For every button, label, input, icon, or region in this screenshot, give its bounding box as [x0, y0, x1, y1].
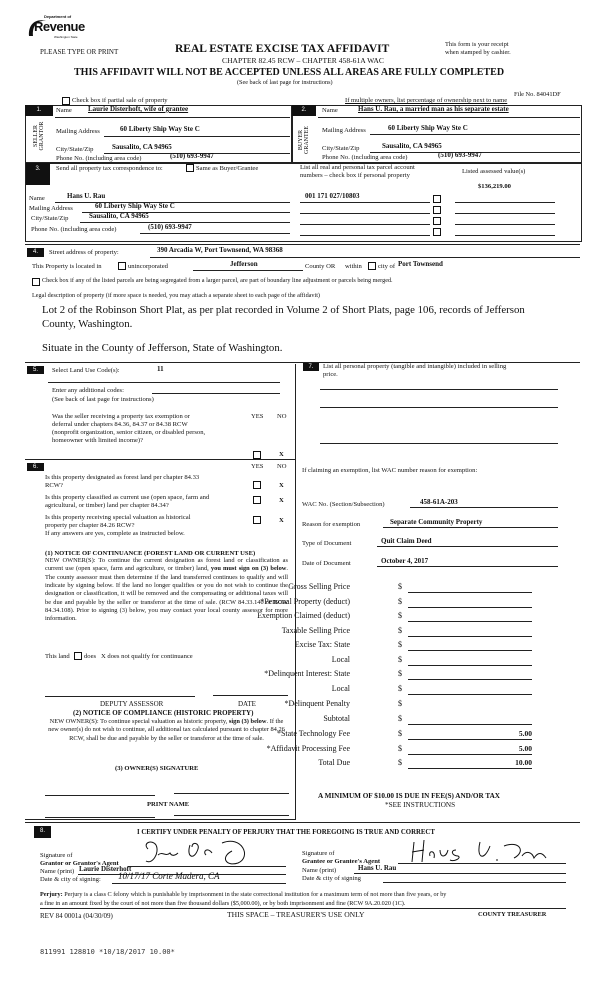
grantee-name[interactable]: Hans U. Rau — [358, 864, 397, 872]
buyer-name[interactable]: Hans U. Rau, a married man as his separate estate — [358, 105, 509, 113]
date-label: DATE — [238, 700, 256, 708]
personal-property-label-1: List all personal property (tangible and intangible) included in selling — [323, 363, 507, 370]
forest-no-answer[interactable]: X — [279, 482, 284, 489]
personal-property-label-2: price. — [323, 371, 338, 378]
additional-codes-label: Enter any additional codes: — [52, 387, 124, 394]
grantee-date-label: Date & city of signing — [302, 875, 361, 882]
no-header-5: NO — [277, 413, 287, 420]
dollar-sign: $ — [398, 669, 402, 678]
fee-value[interactable] — [408, 669, 532, 680]
fee-label: Total Due — [318, 758, 350, 767]
dollar-sign: $ — [398, 684, 402, 693]
grantor-sig-label-2: Grantor or Grantor's Agent — [40, 860, 119, 867]
notice-1-bold: you must sign on (3) below — [210, 565, 287, 573]
no-header-6: NO — [277, 463, 287, 470]
fee-label: *State Technology Fee — [276, 729, 350, 738]
street-label: Street address of property: — [49, 249, 119, 256]
personal-property-checkbox-4[interactable] — [433, 228, 441, 236]
cashier-stamp: 811991 128810 *10/18/2017 10.00* — [40, 948, 175, 956]
exemption-yes-checkbox[interactable] — [253, 451, 261, 459]
personal-property-checkbox-1[interactable] — [433, 195, 441, 203]
exemption-q-1: Was the seller receiving a property tax exemption or — [52, 413, 190, 420]
exemption-q-2: deferral under chapters 84.36, 84.37 or 84.38 RCW — [52, 421, 188, 428]
fee-value[interactable] — [408, 626, 532, 637]
divider — [25, 459, 295, 460]
perjury-line-1 — [40, 892, 446, 899]
grantee-name-line — [354, 873, 566, 874]
county-line — [193, 270, 303, 271]
grantee-date-line[interactable] — [383, 882, 566, 883]
land-use-label: Select Land Use Code(s): — [52, 367, 120, 374]
file-no: File No. 84041DF — [514, 91, 561, 98]
document-date[interactable]: October 4, 2017 — [381, 557, 429, 565]
parcel-line-3 — [300, 224, 430, 225]
buyer-grantee-label — [298, 121, 310, 159]
see-instructions: *SEE INSTRUCTIONS — [385, 801, 456, 809]
dollar-sign: $ — [398, 729, 402, 738]
multiple-owners-note: If multiple owners, list percentage of ownership next to name — [345, 97, 508, 104]
legal-label: Legal description of property (if more space is needed, you may attach a separate sheet to each page of the affidavit) — [32, 292, 320, 299]
owner-signature-line-2[interactable] — [174, 793, 289, 794]
seller-name-label: Name — [56, 107, 72, 114]
personal-property-checkbox-3[interactable] — [433, 217, 441, 225]
if-yes-note: If any answers are yes, complete as instructed below. — [45, 530, 185, 537]
parcel-line-2 — [300, 213, 430, 214]
legal-description-3[interactable]: Situate in the County of Jefferson, State of Washington. — [42, 342, 283, 354]
current-use-q-1: Is this property classified as current use (open space, farm and — [45, 494, 210, 501]
does-qualify-checkbox[interactable] — [74, 652, 82, 660]
personal-property-line-3[interactable] — [320, 443, 558, 444]
legal-description-2[interactable]: County, Washington. — [42, 318, 133, 330]
fee-value[interactable] — [408, 684, 532, 695]
doc-type-line — [377, 546, 558, 547]
unincorporated-label: unincorporated — [128, 263, 168, 270]
dollar-sign: $ — [398, 582, 402, 591]
historic-yes-checkbox[interactable] — [253, 516, 261, 524]
current-use-no-answer[interactable]: X — [279, 497, 284, 504]
buyer-mail[interactable]: 60 Liberty Ship Way Ste C — [388, 124, 468, 132]
partial-sale-checkbox[interactable] — [62, 97, 70, 105]
notice-1-title: (1) NOTICE OF CONTINUANCE (FOREST LAND OR CURRENT USE) — [45, 550, 256, 557]
dollar-sign: $ — [398, 597, 402, 606]
personal-property-line-2[interactable] — [320, 407, 558, 408]
buyer-phone[interactable]: (510) 693-9947 — [438, 151, 482, 159]
fee-value[interactable] — [408, 597, 532, 608]
located-label: This Property is located in — [32, 263, 102, 270]
grantee-name-label: Name (print) — [302, 867, 337, 874]
notice-2-title: (2) NOTICE OF COMPLIANCE (HISTORIC PROPERTY) — [73, 709, 254, 717]
street-line — [150, 257, 580, 258]
buyer-name-label: Name — [322, 107, 338, 114]
historic-q-1: Is this property receiving special valuation as historical — [45, 514, 191, 521]
seller-label: SELLER — [33, 125, 39, 147]
notice-2-bold: sign (3) below — [228, 718, 267, 725]
chapter-line: CHAPTER 82.45 RCW – CHAPTER 458-61A WAC — [222, 56, 384, 65]
minimum-note: A MINIMUM OF $10.00 IS DUE IN FEE(S) AND/OR TAX — [318, 792, 500, 800]
perjury-text-1: Perjury is a class C felony which is punishable by imprisonment in the state correctional institution for a maximum term of not more than five years, or by — [62, 891, 447, 898]
receipt-note-2: when stamped by cashier. — [445, 49, 511, 56]
unincorporated-checkbox[interactable] — [118, 262, 126, 270]
deputy-assessor-line[interactable] — [45, 696, 195, 697]
certify-line: I CERTIFY UNDER PENALTY OF PERJURY THAT THE FOREGOING IS TRUE AND CORRECT — [137, 829, 435, 836]
fee-value[interactable] — [408, 640, 532, 651]
section-4-number: 4. — [27, 248, 44, 257]
doc-date-line — [377, 566, 558, 567]
rev-number: REV 84 0001a (04/30/09) — [40, 912, 113, 920]
grantor-name-label: Name (print) — [40, 868, 75, 875]
fee-label: Exemption Claimed (deduct) — [257, 611, 350, 620]
print-name-line-1[interactable] — [45, 817, 155, 818]
dollar-sign: $ — [398, 626, 402, 635]
grantor-name[interactable]: Laurie Disterhoft — [79, 865, 132, 873]
section-6-number: 6. — [27, 463, 44, 471]
logo-dept: Department of — [44, 14, 72, 19]
please-type: PLEASE TYPE OR PRINT — [40, 48, 119, 56]
owner-signature-label: (3) OWNER(S) SIGNATURE — [115, 765, 199, 772]
dollar-sign: $ — [398, 640, 402, 649]
fee-value[interactable]: 5.00 — [408, 744, 532, 755]
fee-label: Taxable Selling Price — [281, 626, 350, 635]
grantor-label: GRANTOR — [39, 121, 45, 151]
additional-codes-line[interactable] — [152, 393, 280, 394]
notice-1-text-a: NEW OWNER(S): To continue the current designation as forest land or classification as current use (open space, farm and agriculture, or timber) land, — [45, 557, 288, 573]
divider — [40, 908, 566, 909]
assessed-value-label: Listed assessed value(s) — [462, 168, 526, 175]
dollar-sign: $ — [398, 655, 402, 664]
exemption-q-4: homeowner with limited income)? — [52, 437, 144, 444]
corr-phone-label: Phone No. (including area code) — [31, 226, 117, 233]
fee-label: Local — [331, 684, 350, 693]
reason-label: Reason for exemption — [302, 521, 361, 528]
fee-label: *Personal Property (deduct) — [260, 597, 350, 606]
yes-header-6: YES — [251, 463, 264, 470]
grantor-signature — [142, 837, 272, 869]
reason-line — [383, 527, 558, 528]
historic-no-answer[interactable]: X — [279, 517, 284, 524]
fee-value[interactable]: 10.00 — [408, 758, 532, 769]
corr-city-label: City/State/Zip — [31, 215, 69, 222]
assessed-value[interactable]: $136,219.00 — [478, 183, 511, 190]
exemption-no-answer[interactable]: X — [279, 451, 284, 458]
fee-value[interactable] — [408, 655, 532, 666]
corr-phone[interactable]: (510) 693-9947 — [148, 223, 192, 231]
value-line-1 — [455, 202, 555, 203]
buyer-phone-label: Phone No. (including area code) — [322, 154, 408, 161]
fee-label: Gross Selling Price — [288, 582, 350, 591]
wac-number[interactable]: 458-61A-203 — [420, 498, 458, 506]
section-8-number: 8. — [34, 826, 51, 838]
divider — [55, 117, 290, 118]
land-use-code[interactable]: 11 — [157, 365, 164, 373]
parcel-number[interactable]: 001 171 027/10803 — [305, 192, 360, 200]
corr-city[interactable]: Sausalito, CA 94965 — [89, 212, 149, 220]
grantee-sig-label-1: Signature of — [302, 850, 335, 857]
current-use-yes-checkbox[interactable] — [253, 496, 261, 504]
seller-city-label: City/State/Zip — [56, 146, 94, 153]
yes-header-5: YES — [251, 413, 264, 420]
buyer-mail-label: Mailing Address — [322, 127, 366, 134]
fee-label: *Affidavit Processing Fee — [266, 744, 350, 753]
seller-mail-line — [104, 136, 290, 137]
county-treasurer: COUNTY TREASURER — [478, 911, 547, 918]
land-use-line — [48, 382, 280, 383]
divider — [25, 244, 580, 245]
fee-label: Subtotal — [323, 714, 350, 723]
wac-line — [410, 507, 558, 508]
seller-mail[interactable]: 60 Liberty Ship Way Ste C — [120, 125, 200, 133]
receipt-note-1: This form is your receipt — [445, 41, 509, 48]
warning-line: THIS AFFIDAVIT WILL NOT BE ACCEPTED UNLESS ALL AREAS ARE FULLY COMPLETED — [74, 67, 505, 78]
exemption-q-3: (nonprofit organization, senior citizen, or disabled person, — [52, 429, 206, 436]
forest-yes-checkbox[interactable] — [253, 481, 261, 489]
seller-name[interactable]: Laurie Disterhoft, wife of grantee — [88, 105, 189, 113]
does-not-qualify[interactable]: X does not qualify for continuance — [101, 653, 193, 660]
dollar-sign: $ — [398, 611, 402, 620]
forest-q-1: Is this property designated as forest land per chapter 84.33 — [45, 474, 200, 481]
corr-name[interactable]: Hans U. Rau — [67, 192, 106, 200]
within-label: within — [345, 263, 362, 270]
corr-phone-line — [140, 233, 290, 234]
grantor-date-label: Date & city of signing: — [40, 876, 101, 883]
seller-grantor-label — [33, 117, 45, 155]
wac-label: WAC No. (Section/Subsection) — [302, 501, 385, 508]
fee-value[interactable] — [408, 714, 532, 725]
print-name-line-2[interactable] — [174, 815, 289, 816]
value-line-3 — [455, 224, 555, 225]
perjury-line-2: a fine in an amount fixed by the court of not more than five thousand dollars ($5,000.00), or by both imprisonment and fine (RCW 9A.20.020 (1C). — [40, 900, 406, 907]
see-back: (See back of last page for instructions) — [237, 79, 333, 86]
segregated-checkbox[interactable] — [32, 278, 40, 286]
grantor-date-city[interactable]: 10/17/17 Corte Madera, CA — [118, 871, 220, 881]
grantee-label: GRANTEE — [304, 126, 310, 154]
notice-2-text — [45, 718, 288, 743]
section-3-number: 3. — [26, 163, 50, 185]
legal-description-1[interactable]: Lot 2 of the Robinson Short Plat, as per plat recorded in Volume 2 of Short Plats, page 106, records of Jefferson — [42, 304, 525, 316]
seller-mail-label: Mailing Address — [56, 128, 100, 135]
logo-state: Washington State — [54, 35, 78, 39]
notice-2-text-a: NEW OWNER(S): To continue special valuation as historic property, — [49, 718, 228, 725]
same-as-buyer-label: Same as Buyer/Grantee — [196, 165, 259, 172]
seller-phone[interactable]: (510) 693-9947 — [170, 152, 214, 160]
personal-property-line-1[interactable] — [320, 389, 558, 390]
corr-mail[interactable]: 60 Liberty Ship Way Ste C — [95, 202, 175, 210]
form-title: REAL ESTATE EXCISE TAX AFFIDAVIT — [175, 43, 390, 55]
city-checkbox[interactable] — [368, 262, 376, 270]
grantee-signature — [410, 836, 550, 864]
buyer-label: BUYER — [298, 129, 304, 151]
dollar-sign: $ — [398, 714, 402, 723]
section-7-number: 7. — [303, 363, 319, 371]
county-or-label: County OR — [305, 263, 336, 270]
grantor-date-line — [112, 883, 286, 884]
city[interactable]: Port Townsend — [398, 260, 443, 268]
section-5-number: 5. — [27, 366, 44, 374]
parcel-label-1: List all real and personal tax parcel account — [300, 164, 415, 171]
fee-label: *Delinquent Interest: State — [264, 669, 350, 678]
grantee-sig-label-2: Grantee or Grantee's Agent — [302, 858, 381, 865]
assessor-date-line[interactable] — [213, 695, 288, 696]
doc-type-label: Type of Document — [302, 540, 352, 547]
parcel-line-1 — [300, 202, 430, 203]
forest-q-2: RCW? — [45, 482, 63, 489]
correspondence-label: Send all property tax correspondence to: — [56, 165, 163, 172]
print-name-label: PRINT NAME — [147, 801, 190, 808]
this-land-label: This land — [45, 653, 70, 660]
perjury-label: Perjury: — [40, 891, 63, 898]
does-label: does — [84, 653, 97, 660]
notice-1-text-b: . The county assessor must then determine if the land transferred continues to qualify and will indicate by signing below. If the land no longer qualifies or you do not wish to continue the designation or classification, it will be removed and the compensating or additional taxes will be due and payable by the seller or transferor at the time of sale. (RCW 84.33.140 or RCW 84.34.108). Prior to signing (3) below, you may contact your local county assessor for more information. — [45, 565, 288, 623]
seller-city[interactable]: Sausalito, CA 94965 — [112, 143, 172, 151]
exemption-label: If claiming an exemption, list WAC number reason for exemption: — [302, 467, 478, 474]
current-use-q-2: agricultural, or timber) land per chapter 84.34? — [45, 502, 169, 509]
partial-sale-label: Check box if partial sale of property — [72, 97, 168, 104]
fee-label: Excise Tax: State — [294, 640, 350, 649]
logo-name: Revenue — [34, 19, 85, 34]
fee-value[interactable] — [408, 699, 532, 709]
divider — [318, 117, 580, 118]
section-1-number: 1. — [25, 105, 53, 116]
buyer-city-label: City/State/Zip — [322, 145, 360, 152]
buyer-city[interactable]: Sausalito, CA 94965 — [382, 142, 442, 150]
grantor-sig-label-1: Signature of — [40, 852, 73, 859]
segregated-label: Check box if any of the listed parcels are being segregated from a larger parcel, are part of boundary line adjustment or parcels being merged. — [42, 277, 393, 284]
divider — [25, 822, 580, 823]
parcel-label-2: numbers – check box if personal property — [300, 172, 410, 179]
exemption-reason[interactable]: Separate Community Property — [390, 518, 483, 526]
dor-logo — [26, 12, 86, 46]
personal-property-checkbox-2[interactable] — [433, 206, 441, 214]
buyer-mail-line — [370, 134, 580, 135]
corr-name-label: Name — [29, 195, 45, 202]
dollar-sign: $ — [398, 699, 402, 708]
owner-signature-line-1[interactable] — [45, 795, 155, 796]
notice-2-text-b: . If the new owner(s) do not wish to continue, all additional tax calculated pursuant to chapter 84.26 RCW, shall be due and payable by the seller or transferor at the time of sale. — [48, 718, 285, 742]
value-line-2 — [455, 213, 555, 214]
notice-1-text — [45, 557, 288, 624]
document-type[interactable]: Quit Claim Deed — [381, 537, 432, 545]
deputy-assessor-label: DEPUTY ASSESSOR — [100, 700, 164, 708]
fee-label: Local — [331, 655, 350, 664]
fee-value[interactable] — [408, 611, 532, 622]
fee-label: *Delinquent Penalty — [284, 699, 350, 708]
parcel-line-4 — [300, 235, 430, 236]
section-2-number: 2. — [292, 105, 316, 116]
corr-mail-label: Mailing Address — [29, 205, 73, 212]
value-line-4 — [455, 235, 555, 236]
same-as-buyer-checkbox[interactable] — [186, 164, 194, 172]
historic-q-2: property per chapter 84.26 RCW? — [45, 522, 135, 529]
dollar-sign: $ — [398, 744, 402, 753]
seller-phone-label: Phone No. (including area code) — [56, 155, 142, 162]
city-of-label: city of — [378, 263, 396, 270]
treasurer-space: THIS SPACE – TREASURER'S USE ONLY — [227, 910, 365, 919]
dollar-sign: $ — [398, 758, 402, 767]
fee-value[interactable] — [408, 582, 532, 593]
county[interactable]: Jefferson — [230, 260, 258, 268]
doc-date-label: Date of Document — [302, 560, 351, 567]
fee-value[interactable]: 5.00 — [408, 729, 532, 740]
street-address[interactable]: 390 Arcadia W, Port Townsend, WA 98368 — [157, 246, 283, 254]
see-back-5: (See back of last page for instructions) — [52, 396, 154, 403]
